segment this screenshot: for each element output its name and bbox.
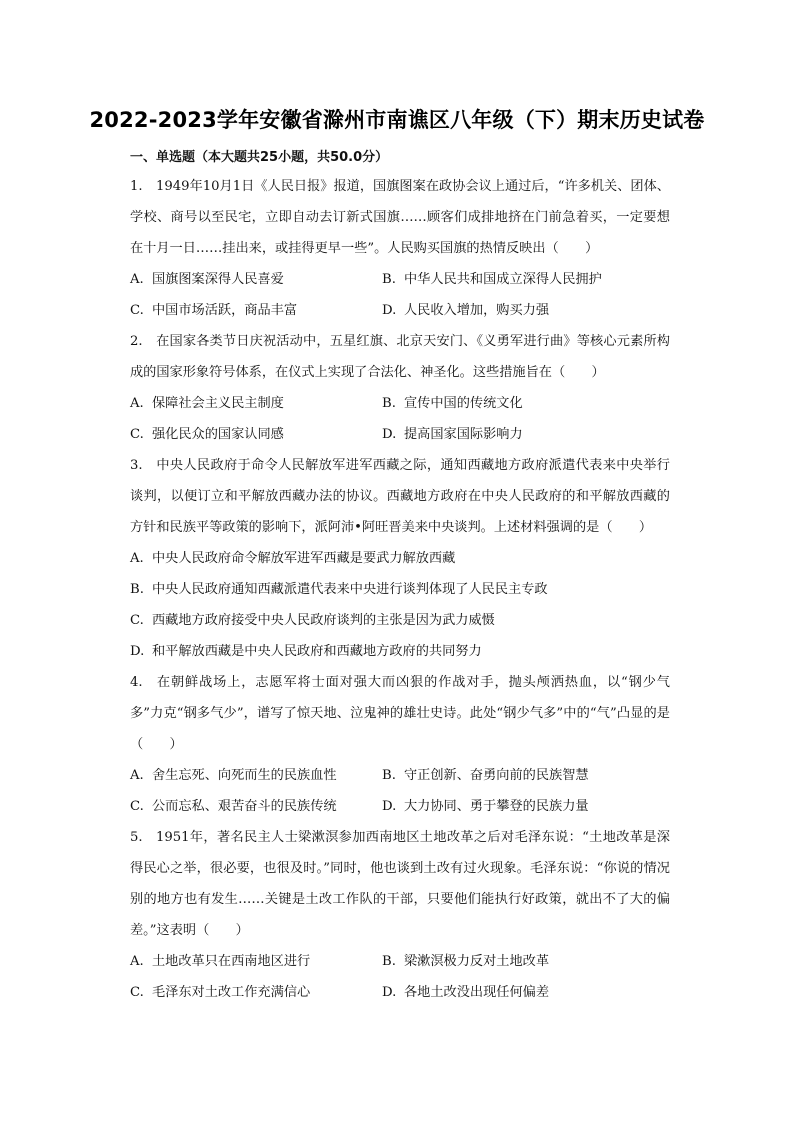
question-text: 中央人民政府于命令人民解放军进军西藏之际，通知西藏地方政府派遣代表来中央举行谈判，以便订立和平解放西藏办法的协议。西藏地方政府在中央人民政府的和平解放西藏的方针和民族平等政策的影响下，派阿沛•阿旺晋美来中央谈判。上述材料强调的是（ ） (130, 458, 670, 535)
option-b: B. 中华人民共和国成立深得人民拥护 (382, 272, 602, 287)
option-c: C. 西藏地方政府接受中央人民政府谈判的主张是因为武力威慑 (130, 613, 495, 628)
option-a: A. 国旗图案深得人民喜爱 (130, 272, 284, 287)
question-stem (130, 450, 670, 543)
question-number: 1. (130, 179, 143, 194)
option-d: D. 大力协同、勇于攀登的民族力量 (382, 799, 589, 814)
option-list (130, 946, 670, 1008)
question-number: 5. (130, 830, 143, 845)
option-a: A. 保障社会主义民主制度 (130, 396, 284, 411)
question-text: 在朝鲜战场上，志愿军将士面对强大而凶狠的作战对手，抛头颅洒热血，以“钢少气多”力克“钢多气少”，谱写了惊天地、泣鬼神的雄壮史诗。此处“钢少气多”中的“气”凸显的是（ ） (130, 675, 670, 752)
option-c: C. 公而忘私、艰苦奋斗的民族传统 (130, 799, 337, 814)
question-stem (130, 667, 670, 760)
option-list (130, 543, 670, 667)
question-stem (130, 326, 670, 388)
option-c: C. 强化民众的国家认同感 (130, 427, 284, 442)
option-b: B. 宣传中国的传统文化 (382, 396, 523, 411)
option-list (130, 264, 670, 326)
question-number: 3. (130, 458, 143, 473)
option-a: A. 中央人民政府命令解放军进军西藏是要武力解放西藏 (130, 551, 456, 566)
option-list (130, 760, 670, 822)
option-d: D. 和平解放西藏是中央人民政府和西藏地方政府的共同努力 (130, 644, 482, 659)
option-d: D. 人民收入增加，购买力强 (382, 303, 550, 318)
question-3 (130, 450, 670, 667)
question-text: 在国家各类节日庆祝活动中，五星红旗、北京天安门、《义勇军进行曲》等核心元素所构成的国家形象符号体系，在仪式上实现了合法化、神圣化。这些措施旨在（ ） (130, 334, 670, 380)
option-c: C. 中国市场活跃，商品丰富 (130, 303, 298, 318)
section-heading: 一、单选题（本大题共25小题，共50.0分） (130, 150, 389, 165)
question-2 (130, 326, 670, 450)
option-b: B. 守正创新、奋勇向前的民族智慧 (382, 768, 589, 783)
option-list (130, 388, 670, 450)
question-number: 4. (130, 675, 143, 690)
question-text: 1949年10月1日《人民日报》报道，国旗图案在政协会议上通过后，“许多机关、团体、学校、商号以至民宅，立即自动去订新式国旗……顾客们成排地挤在门前急着买，一定要想在十月一日……挂出来，或挂得更早一些”。人民购买国旗的热情反映出（ ） (130, 179, 670, 256)
question-1 (130, 171, 670, 326)
option-b: B. 中央人民政府通知西藏派遣代表来中央进行谈判体现了人民民主专政 (130, 582, 548, 597)
question-5 (130, 822, 670, 1008)
option-a: A. 舍生忘死、向死而生的民族血性 (130, 768, 337, 783)
question-stem (130, 171, 670, 264)
question-number: 2. (130, 334, 143, 349)
question-text: 1951年，著名民主人士梁漱溟参加西南地区土地改革之后对毛泽东说：“土地改革是深得民心之举，很必要，也很及时。”同时，他也谈到土改有过火现象。毛泽东说：“你说的情况别的地方也有发生……关键是土改工作队的干部，只要他们能执行好政策，就出不了大的偏差。”这表明（ ） (130, 830, 670, 938)
question-stem (130, 822, 670, 946)
option-d: D. 各地土改没出现任何偏差 (382, 985, 550, 1000)
option-c: C. 毛泽东对土改工作充满信心 (130, 985, 311, 1000)
question-4 (130, 667, 670, 822)
option-d: D. 提高国家国际影响力 (382, 427, 523, 442)
option-a: A. 土地改革只在西南地区进行 (130, 954, 311, 969)
option-b: B. 梁漱溟极力反对土地改革 (382, 954, 550, 969)
exam-title: 2022-2023学年安徽省滁州市南谯区八年级（下）期末历史试卷 (89, 108, 705, 132)
question-list (130, 171, 670, 1008)
